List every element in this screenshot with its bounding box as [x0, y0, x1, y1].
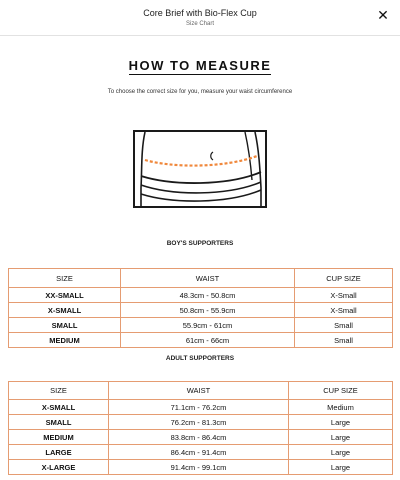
column-header-cup-size: CUP SIZE — [295, 269, 393, 288]
modal-subtitle: Size Chart — [185, 21, 214, 27]
column-header-waist: WAIST — [109, 382, 289, 400]
cup-cell: Large — [289, 415, 393, 430]
waist-cell: 61cm - 66cm — [121, 333, 295, 348]
modal-header — [0, 0, 400, 36]
cup-cell: Large — [289, 460, 393, 475]
waist-cell: 83.8cm - 86.4cm — [109, 430, 289, 445]
cup-cell: Large — [289, 430, 393, 445]
size-cell: MEDIUM — [9, 430, 109, 445]
size-cell: X-SMALL — [9, 303, 121, 318]
page-title — [0, 58, 400, 73]
page-title-text: HOW TO MEASURE — [128, 58, 272, 73]
column-header-waist: WAIST — [121, 269, 295, 288]
cup-cell: Large — [289, 445, 393, 460]
measure-instruction: To choose the correct size for you, measure your waist circumference — [107, 89, 293, 95]
waist-cell: 50.8cm - 55.9cm — [121, 303, 295, 318]
table-row — [9, 415, 393, 430]
size-cell: MEDIUM — [9, 333, 121, 348]
size-cell: LARGE — [9, 445, 109, 460]
table-header-row — [9, 382, 393, 400]
cup-cell: Small — [295, 318, 393, 333]
modal-title: Core Brief with Bio-Flex Cup — [143, 8, 257, 18]
boys-section-label: BOY'S SUPPORTERS — [166, 240, 234, 247]
table-row — [9, 288, 393, 303]
table-header-row — [9, 269, 393, 288]
table-row — [9, 430, 393, 445]
size-cell: XX-SMALL — [9, 288, 121, 303]
table-row — [9, 460, 393, 475]
adult-size-table — [8, 381, 393, 475]
waist-measurement-illustration — [133, 130, 267, 208]
column-header-size: SIZE — [9, 382, 109, 400]
size-cell: X-LARGE — [9, 460, 109, 475]
waist-cell: 91.4cm - 99.1cm — [109, 460, 289, 475]
column-header-size: SIZE — [9, 269, 121, 288]
waist-cell: 86.4cm - 91.4cm — [109, 445, 289, 460]
table-row — [9, 400, 393, 415]
column-header-cup-size: CUP SIZE — [289, 382, 393, 400]
waist-cell: 48.3cm - 50.8cm — [121, 288, 295, 303]
size-chart-content — [0, 36, 400, 480]
table-row — [9, 333, 393, 348]
size-cell: SMALL — [9, 415, 109, 430]
table-row — [9, 318, 393, 333]
waist-cell: 55.9cm - 61cm — [121, 318, 295, 333]
boys-size-table — [8, 268, 393, 348]
size-cell: X-SMALL — [9, 400, 109, 415]
cup-cell: X-Small — [295, 288, 393, 303]
cup-cell: Small — [295, 333, 393, 348]
cup-cell: Medium — [289, 400, 393, 415]
table-row — [9, 303, 393, 318]
close-icon[interactable]: ✕ — [377, 7, 389, 23]
waist-cell: 76.2cm - 81.3cm — [109, 415, 289, 430]
waist-cell: 71.1cm - 76.2cm — [109, 400, 289, 415]
table-row — [9, 445, 393, 460]
cup-cell: X-Small — [295, 303, 393, 318]
size-cell: SMALL — [9, 318, 121, 333]
adult-section-label: ADULT SUPPORTERS — [165, 355, 235, 362]
